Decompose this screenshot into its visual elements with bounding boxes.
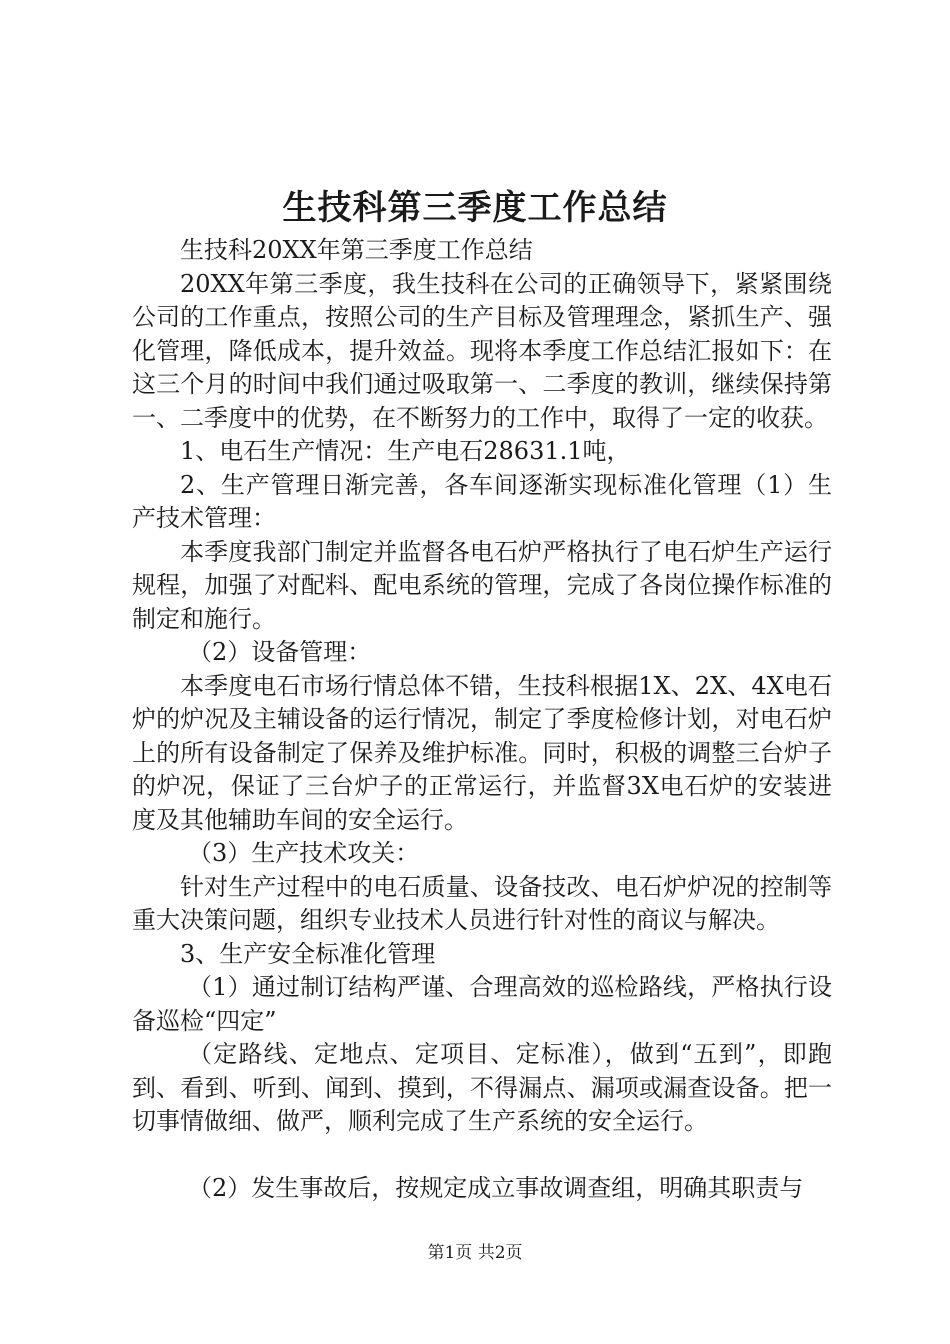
paragraph-safety-heading: 3、生产安全标准化管理 — [180, 939, 436, 968]
paragraph-production-status: 1、电石生产情况：生产电石28631.1吨， — [180, 437, 631, 465]
page-number-footer: 第1页 共2页 — [427, 1243, 523, 1263]
paragraph-equipment-management: 本季度电石市场行情总体不错，生技科根据1X、2X、4X电石炉的炉况及主辅设备的运行情况，制定了季度检修计划，对电石炉上的所有设备制定了保养及维护标准。同时，积极的调整三台炉子的炉况，保证了三台炉子的正常运行，并监督3X电石炉的安装进度及其他辅助车间的安全运行。 — [132, 671, 832, 834]
paragraph-subtitle: 生技科20XX年第三季度工作总结 — [180, 236, 533, 264]
document-body — [132, 234, 832, 1205]
paragraph-accident-investigation: （2）发生事故后，按规定成立事故调查组，明确其职责与 — [188, 1173, 804, 1202]
paragraph-tech-breakthrough-heading: （3）生产技术攻关： — [188, 839, 420, 867]
paragraph-five-arrivals: （定路线、定地点、定项目、定标准），做到“五到”，即跑到、看到、听到、闻到、摸到，不得漏点、漏项或漏查设备。把一切事情做细、做严，顺利完成了生产系统的安全运行。 — [132, 1040, 832, 1135]
paragraph-intro: 20XX年第三季度，我生技科在公司的正确领导下，紧紧围绕公司的工作重点，按照公司的生产目标及管理理念，紧抓生产、强化管理，降低成本，提升效益。现将本季度工作总结汇报如下：在这三个月的时间中我们通过吸取第一、二季度的教训，继续保持第一、二季度中的优势，在不断努力的工作中，取得了一定的收获。 — [132, 269, 832, 432]
paragraph-tech-breakthrough: 针对生产过程中的电石质量、设备技改、电石炉炉况的控制等重大决策问题，组织专业技术人员进行针对性的商议与解决。 — [132, 872, 832, 934]
paragraph-equipment-heading: （2）设备管理： — [188, 638, 372, 666]
document-title: 生技科第三季度工作总结 — [282, 188, 668, 228]
paragraph-inspection-route: （1）通过制订结构严谨、合理高效的巡检路线，严格执行设备巡检“四定” — [132, 973, 832, 1035]
paragraph-management-heading: 2、生产管理日渐完善，各车间逐渐实现标准化管理（1）生产技术管理： — [132, 470, 832, 532]
paragraph-tech-management: 本季度我部门制定并监督各电石炉严格执行了电石炉生产运行规程，加强了对配料、配电系统的管理，完成了各岗位操作标准的制定和施行。 — [132, 537, 832, 633]
